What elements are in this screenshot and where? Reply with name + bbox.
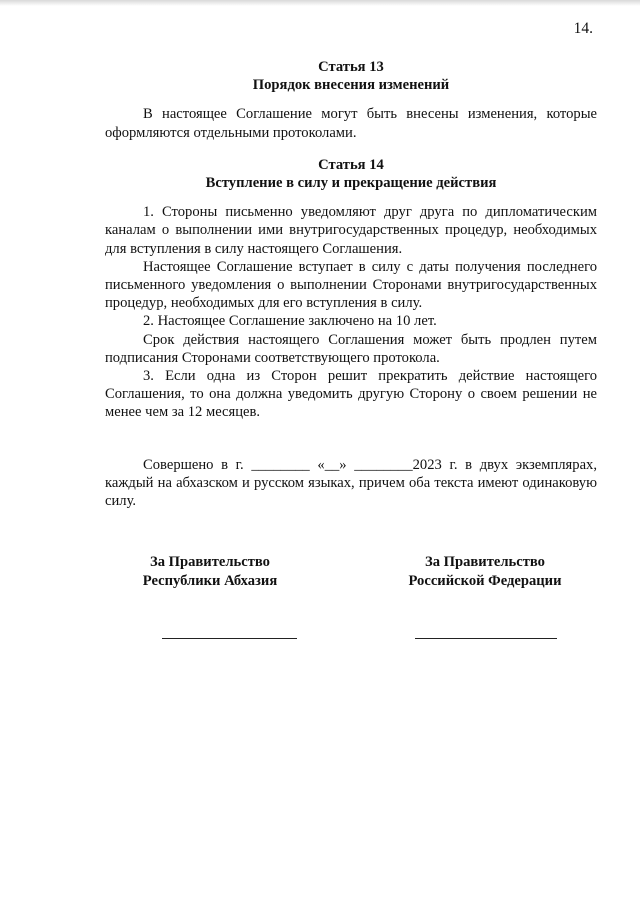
article-14-paragraph-1: 1. Стороны письменно уведомляют друг друга по дипломатическим каналам о выполнении ими внутригосударственных процедур, необходимых для вступления в силу настоящего Соглашения. xyxy=(105,204,597,257)
article-13-title: Статья 13 xyxy=(318,59,384,75)
page-number: 14. xyxy=(573,20,593,37)
article-14-title: Статья 14 xyxy=(318,156,384,173)
article-13-paragraph: В настоящее Соглашение могут быть внесены изменения, которые оформляются отдельными протоколами. xyxy=(105,106,597,141)
article-14-paragraph-2: Настоящее Соглашение вступает в силу с даты получения последнего письменного уведомления о выполнении Сторонами внутригосударственных процедур, необходимых для его вступления в силу. xyxy=(105,258,597,312)
article-14-paragraph-4: Срок действия настоящего Соглашения может быть продлен путем подписания Сторонами соответствующего протокола. xyxy=(105,331,597,366)
signature-left-line2: Республики Абхазия xyxy=(142,572,278,589)
signature-line-left xyxy=(162,638,297,639)
article-13-heading xyxy=(105,58,597,94)
article-14-subtitle: Вступление в силу и прекращение действия xyxy=(205,175,497,192)
signature-block xyxy=(105,553,597,663)
article-14-paragraph-5: 3. Если одна из Сторон решит прекратить действие настоящего Соглашения, то она должна уведомить другую Сторону о своем решении не менее чем за 12 месяцев. xyxy=(105,368,597,421)
scan-edge-shadow xyxy=(0,0,640,6)
signature-left-line1: За Правительство xyxy=(150,554,270,570)
signature-right-line2: Российской Федерации xyxy=(408,572,562,589)
done-clause: Совершено в г. ________ «__» ________2023 г. в двух экземплярах, каждый на абхазском и русском языках, причем оба текста имеют одинаковую силу. xyxy=(105,456,597,510)
signature-russia xyxy=(385,553,585,590)
signature-line-right xyxy=(415,638,557,639)
document-body xyxy=(105,58,597,510)
article-14-paragraph-3: 2. Настоящее Соглашение заключено на 10 лет. xyxy=(143,313,437,330)
article-13-subtitle: Порядок внесения изменений xyxy=(252,77,450,94)
article-14-heading xyxy=(105,156,597,192)
signature-right-line1: За Правительство xyxy=(425,554,545,570)
signature-abkhazia xyxy=(110,553,310,590)
